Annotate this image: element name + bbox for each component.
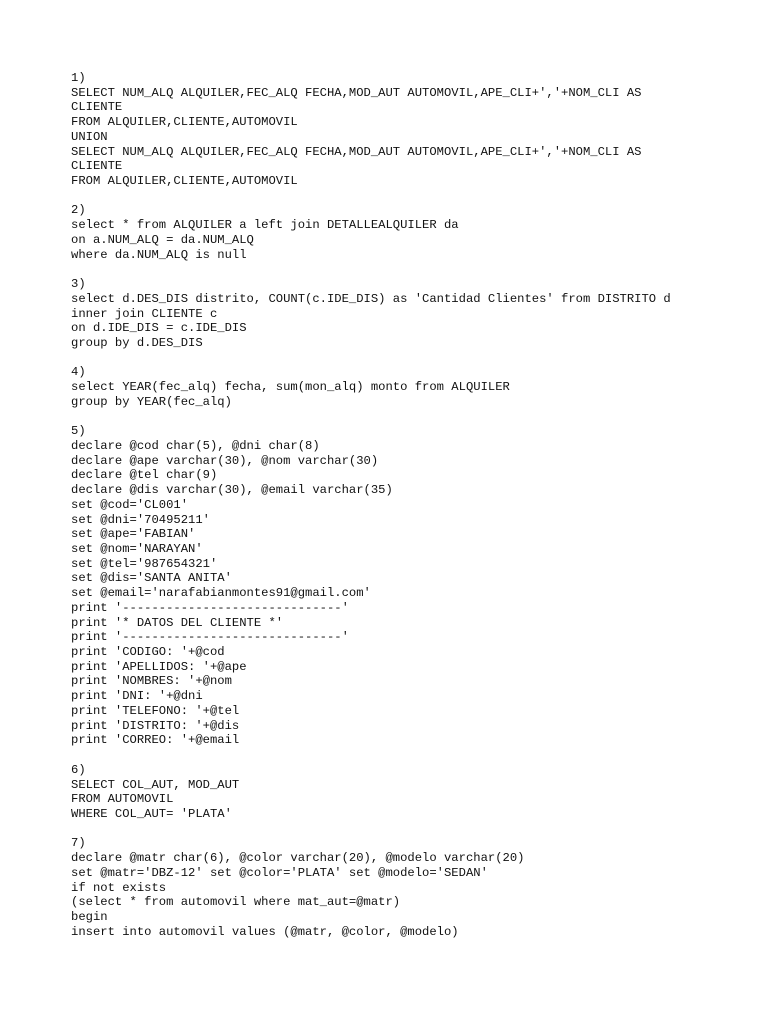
code-line: print 'APELLIDOS: '+@ape [71,659,247,674]
code-line: set @dni='70495211' [71,512,210,527]
code-line: CLIENTE [71,100,123,115]
code-line: print 'CODIGO: '+@cod [71,645,225,660]
code-line [71,822,761,837]
code-line: 4) [71,365,86,380]
code-line: insert into automovil values (@matr, @color, @modelo) [71,924,459,939]
code-line: print 'TELEFONO: '+@tel [71,703,240,718]
code-line: FROM ALQUILER,CLIENTE,AUTOMOVIL [71,174,298,189]
code-line: print '------------------------------' [71,630,349,645]
code-line: declare @cod char(5), @dni char(8) [71,438,320,453]
code-line: SELECT COL_AUT, MOD_AUT [71,777,240,792]
code-line [71,748,761,763]
code-line: 2) [71,203,86,218]
code-line: FROM AUTOMOVIL [71,792,174,807]
code-line: set @tel='987654321' [71,556,218,571]
code-line: 7) [71,836,86,851]
code-line: set @cod='CL001' [71,497,189,512]
code-line: declare @matr char(6), @color varchar(20), @modelo varchar(20) [71,851,525,866]
code-line: select YEAR(fec_alq) fecha, sum(mon_alq) monto from ALQUILER [71,380,510,395]
code-line: (select * from automovil where mat_aut=@matr) [71,895,401,910]
code-line: CLIENTE [71,159,123,174]
code-line: set @ape='FABIAN' [71,527,196,542]
code-line [71,351,761,366]
code-line: print 'NOMBRES: '+@nom [71,674,232,689]
code-line: group by d.DES_DIS [71,335,203,350]
code-line: select * from ALQUILER a left join DETALLEALQUILER da [71,218,459,233]
code-line: print '------------------------------' [71,600,349,615]
code-line: 1) [71,71,86,85]
code-line [71,410,761,425]
code-line: set @email='narafabianmontes91@gmail.com' [71,586,371,601]
code-line: declare @ape varchar(30), @nom varchar(30) [71,453,379,468]
code-line: 5) [71,424,86,439]
code-line: on d.IDE_DIS = c.IDE_DIS [71,321,247,336]
code-line: set @dis='SANTA ANITA' [71,571,232,586]
code-line: print '* DATOS DEL CLIENTE *' [71,615,284,630]
code-line: SELECT NUM_ALQ ALQUILER,FEC_ALQ FECHA,MOD_AUT AUTOMOVIL,APE_CLI+','+NOM_CLI AS [71,85,642,100]
code-line: print 'DISTRITO: '+@dis [71,718,240,733]
code-line: set @matr='DBZ-12' set @color='PLATA' set @modelo='SEDAN' [71,865,488,880]
code-line: select d.DES_DIS distrito, COUNT(c.IDE_DIS) as 'Cantidad Clientes' from DISTRITO d [71,291,671,306]
code-line [71,189,761,204]
code-line: inner join CLIENTE c [71,306,218,321]
code-line: print 'DNI: '+@dni [71,689,203,704]
code-line: if not exists [71,880,167,895]
code-line: SELECT NUM_ALQ ALQUILER,FEC_ALQ FECHA,MOD_AUT AUTOMOVIL,APE_CLI+','+NOM_CLI AS [71,144,642,159]
code-line: declare @dis varchar(30), @email varchar(35) [71,483,393,498]
code-line: 3) [71,277,86,292]
code-line: WHERE COL_AUT= 'PLATA' [71,806,232,821]
code-line [71,262,761,277]
code-line: begin [71,909,108,924]
code-line: declare @tel char(9) [71,468,218,483]
code-line: UNION [71,129,108,144]
code-line: 6) [71,762,86,777]
code-line: where da.NUM_ALQ is null [71,247,247,262]
code-line: print 'CORREO: '+@email [71,733,240,748]
sql-code-block [71,71,761,939]
code-line: set @nom='NARAYAN' [71,542,203,556]
code-line: on a.NUM_ALQ = da.NUM_ALQ [71,232,254,247]
code-line: FROM ALQUILER,CLIENTE,AUTOMOVIL [71,115,298,130]
code-line: group by YEAR(fec_alq) [71,394,232,409]
